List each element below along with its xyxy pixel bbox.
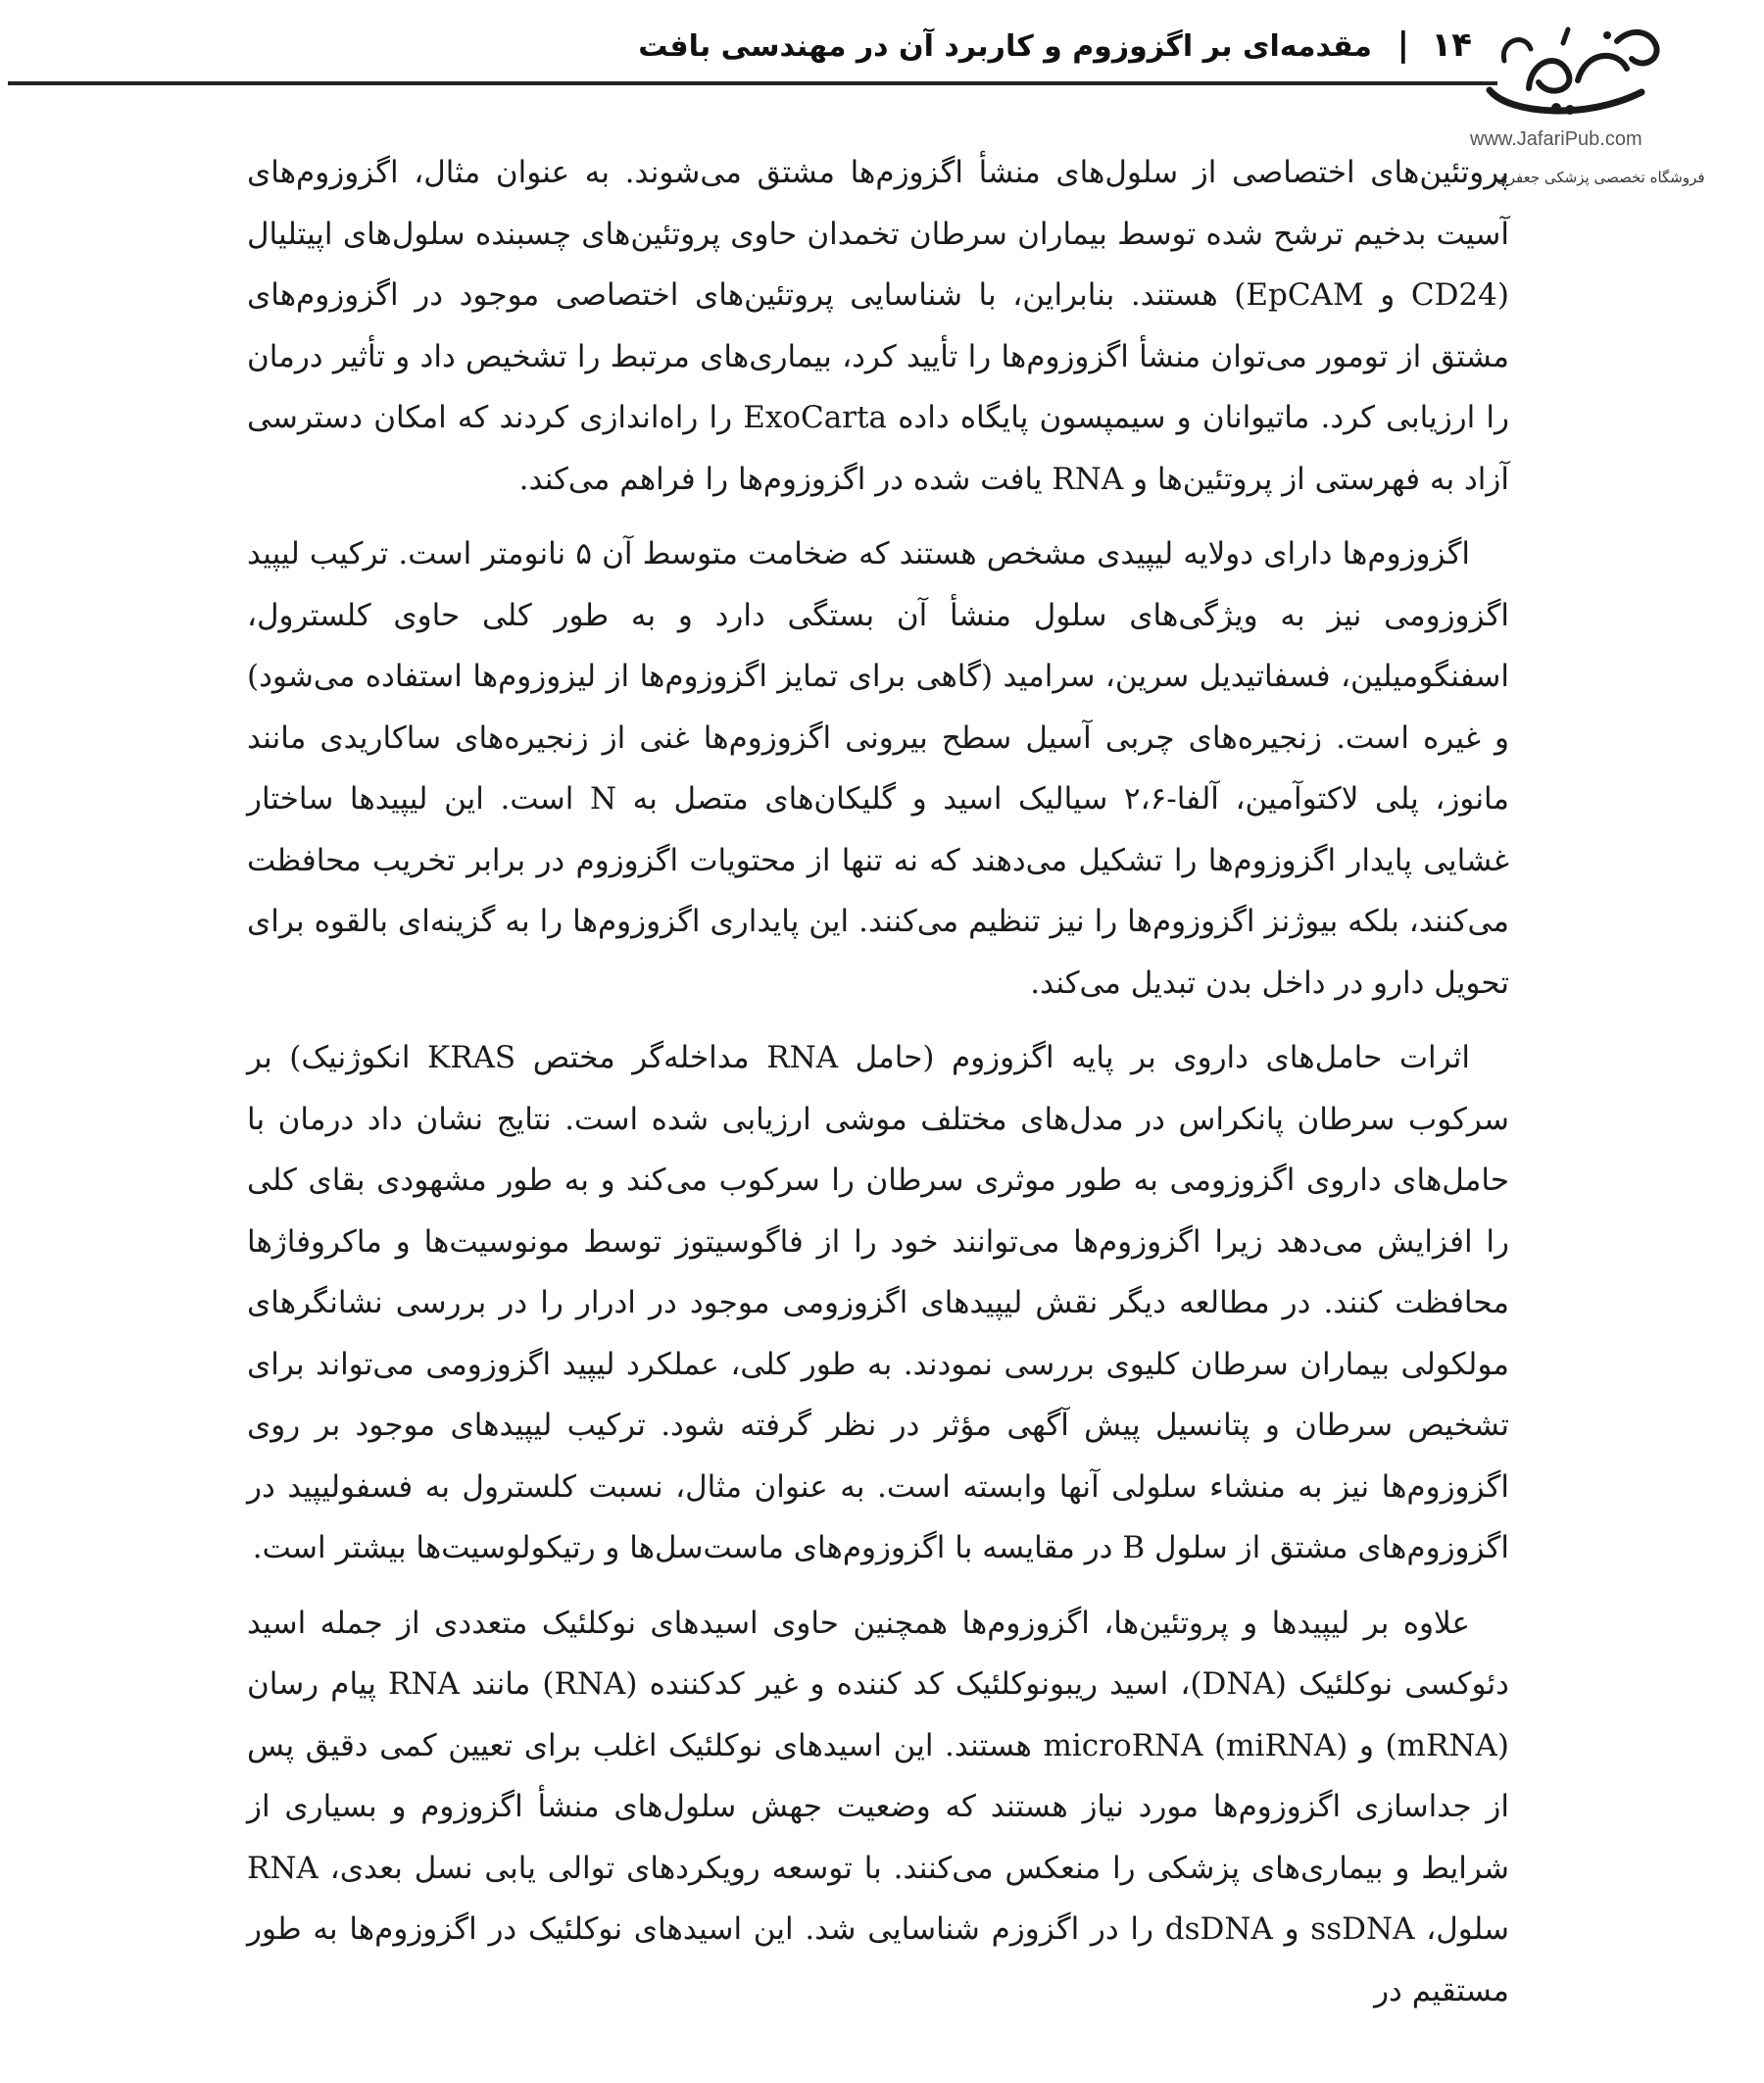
header-separator: | — [1396, 25, 1409, 65]
paragraph-3: اثرات حامل‌های داروی بر پایه اگزوزوم (حامل RNA مداخله‌گر مختص KRAS انکوژنیک) بر سرکوب سرطان پانکراس در مدل‌های مختلف موشی ارزیابی شده است. نتایج نشان داد درمان با حامل‌های داروی اگزوزومی به طور موثری سرطان را سرکوب می‌کند و به طور مشهودی بقای کلی را افزایش می‌دهد زیرا اگزوزوم‌ها می‌توانند خود را از فاگوسیتوز توسط مونوسیت‌ها و ماکروفاژها محافظت کنند. در مطالعه دیگر نقش لیپیدهای اگزوزومی موجود در ادرار را در بررسی نشانگرهای مولکولی بیماران سرطان کلیوی بررسی نمودند. به طور کلی، عملکرد لیپید اگزوزومی می‌تواند برای تشخیص سرطان و پتانسیل پیش آگهی مؤثر در نظر گرفته شود. ترکیب لیپیدهای موجود بر روی اگزوزوم‌ها نیز به منشاء سلولی آنها وابسته است. به عنوان مثال، نسبت کلسترول به فسفولیپید در اگزوزوم‌های مشتق از سلول B در مقایسه با اگزوزوم‌های ماست‌سل‌ها و رتیکولوسیت‌ها بیشتر است. — [247, 1040, 1509, 1565]
paragraph-4: علاوه بر لیپیدها و پروتئین‌ها، اگزوزوم‌ها همچنین حاوی اسیدهای نوکلئیک متعددی از جمله اسید دئوکسی نوکلئیک (DNA)، اسید ریبونوکلئیک کد کننده و غیر کدکننده (RNA) مانند RNA پیام رسان (mRNA) و microRNA (miRNA) هستند. این اسیدهای نوکلئیک اغلب برای تعیین کمی دقیق پس از جداسازی اگزوزوم‌ها مورد نیاز هستند که وضعیت جهش سلول‌های منشأ اگزوزوم و بسیاری از شرایط و بیماری‌های پزشکی را منعکس می‌کنند. با توسعه رویکردهای توالی یابی نسل بعدی، RNA سلول، ssDNA و dsDNA را در اگزوزم شناسایی شد. این اسیدهای نوکلئیک در اگزوزوم‌ها به طور مستقیم در — [247, 1605, 1509, 2009]
site-url: www.JafariPub.com — [1470, 128, 1642, 150]
page-header — [0, 0, 1764, 186]
running-title: مقدمه‌ای بر اگزوزوم و کاربرد آن در مهندسی بافت — [638, 29, 1372, 64]
body-text — [247, 142, 1509, 2021]
shop-name: فروشگاه تخصصی پزشکی جعفری — [1496, 169, 1705, 186]
publisher-logo-icon — [1470, 22, 1676, 129]
header-rule — [8, 81, 1497, 85]
page-number: ۱۴ — [1431, 25, 1472, 65]
paragraph-2: اگزوزوم‌ها دارای دولایه لیپیدی مشخص هستند که ضخامت متوسط آن ۵ نانومتر است. ترکیب لیپید اگزوزومی نیز به ویژگی‌های سلول منشأ آن بستگی دارد و به طور کلی حاوی کلسترول، اسفنگومیلین، فسفاتیدیل سرین، سرامید (گاهی برای تمایز اگزوزوم‌ها از لیزوزوم‌ها استفاده می‌شود) و غیره است. زنجیره‌های چربی آسیل سطح بیرونی اگزوزوم‌ها غنی از زنجیره‌های ساکاریدی مانند مانوز، پلی لاکتوآمین، آلفا-۲،۶ سیالیک اسید و گلیکان‌های متصل به N است. این لیپیدها ساختار غشایی پایدار اگزوزوم‌ها را تشکیل می‌دهند که نه تنها از محتویات اگزوزوم در برابر تخریب محافظت می‌کنند، بلکه بیوژنز اگزوزوم‌ها را نیز تنظیم می‌کنند. این پایداری اگزوزوم‌ها را به گزینه‌ای بالقوه برای تحویل دارو در داخل بدن تبدیل می‌کند. — [247, 536, 1509, 1001]
paragraph-1: پروتئین‌های اختصاصی از سلول‌های منشأ اگزوزم‌ها مشتق می‌شوند. به عنوان مثال، اگزوزوم‌های آسیت بدخیم ترشح شده توسط بیماران سرطان تخمدان حاوی پروتئین‌های چسبنده سلول‌های اپیتلیال (CD24 و EpCAM) هستند. بنابراین، با شناسایی پروتئین‌های اختصاصی موجود در اگزوزوم‌های مشتق از تومور می‌توان منشأ اگزوزوم‌ها را تأیید کرد، بیماری‌های مرتبط را تشخیص داد و تأثیر درمان را ارزیابی کرد. ماتیوانان و سیمپسون پایگاه داده ExoCarta را راه‌اندازی کردند که امکان دسترسی آزاد به فهرستی از پروتئین‌ها و RNA یافت شده در اگزوزوم‌ها را فراهم می‌کند. — [247, 155, 1509, 497]
